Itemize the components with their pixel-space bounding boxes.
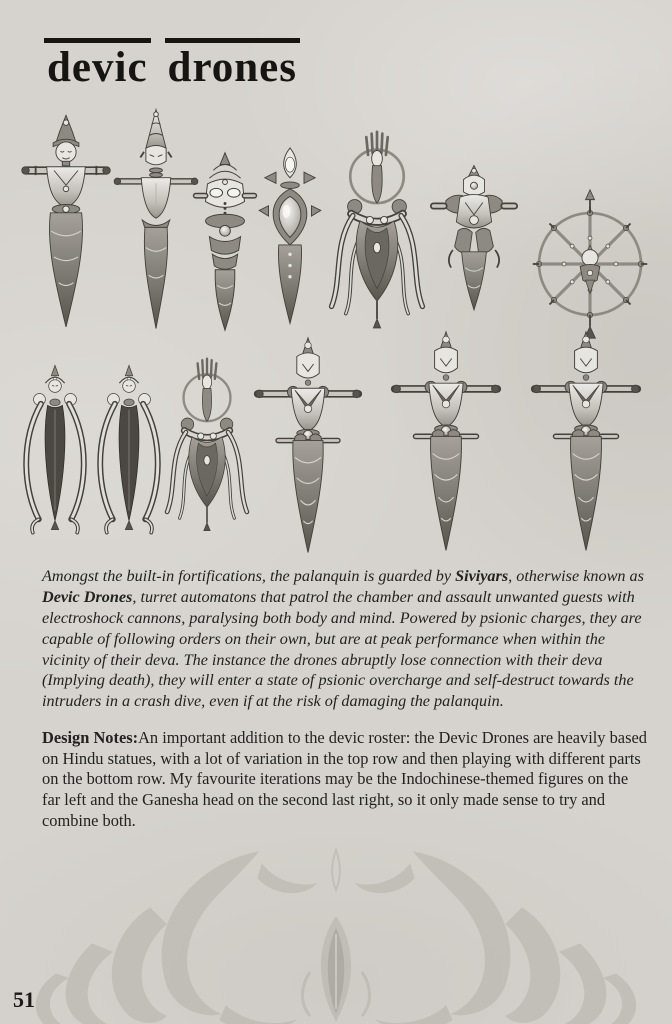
drone-sketch-bottom-1: [18, 338, 92, 560]
design-notes-text: An important addition to the devic roster: the Devic Drones are heavily based on Hindu statues, with a lot of variation in the top row and then playing with different parts on the bottom row. My favourite iterations may be the Indochinese-themed figures on the far left and the Ganesha head on the second last right, so it only made sense to try and combine both.: [42, 728, 647, 830]
drone-sketch-bottom-3: [164, 332, 250, 562]
design-notes-label: Design Notes:: [42, 728, 139, 747]
concept-art-sheet: [0, 100, 672, 565]
drone-sketch-top-5: [326, 130, 428, 335]
design-notes-paragraph: [42, 728, 648, 831]
drone-sketch-bottom-6: [520, 330, 652, 558]
drone-sketch-bottom-5: [386, 330, 506, 558]
lore-bold-devic-drones: Devic Drones: [42, 587, 133, 606]
page-title: [44, 38, 300, 91]
drone-sketch-bottom-2: [92, 338, 166, 560]
lore-text: Amongst the built-in fortifications, the palanquin is guarded by: [42, 567, 456, 585]
lore-text: , otherwise known as: [508, 567, 644, 585]
drone-sketch-top-4: [248, 140, 332, 335]
lore-bold-siviyars: Siviyars: [455, 567, 509, 585]
title-word-drones: drones: [165, 38, 300, 91]
drone-sketch-bottom-4: [246, 336, 370, 560]
bottom-flourish-ornament: [0, 824, 672, 1024]
drone-sketch-top-6: [430, 155, 518, 323]
lore-text: , turret automatons that patrol the chamber and assault unwanted guests with electroshock cannons, paralysing both body and mind. Powered by psionic charges, they are capable of following orders on their own, but are at peak performance when within the vicinity of their deva. The instance the drones abruptly lose connection with their deva (Implying death), they will enter a state of psionic overcharge and self-destruct towards the intruders in a crash dive, even if at the risk of damaging the palanquin.: [42, 587, 642, 711]
title-word-devic: devic: [44, 38, 151, 91]
drone-sketch-top-7: [522, 188, 658, 340]
page-number: 51: [13, 987, 35, 1012]
drone-sketch-top-1: [20, 108, 112, 336]
lore-paragraph: [42, 566, 646, 712]
